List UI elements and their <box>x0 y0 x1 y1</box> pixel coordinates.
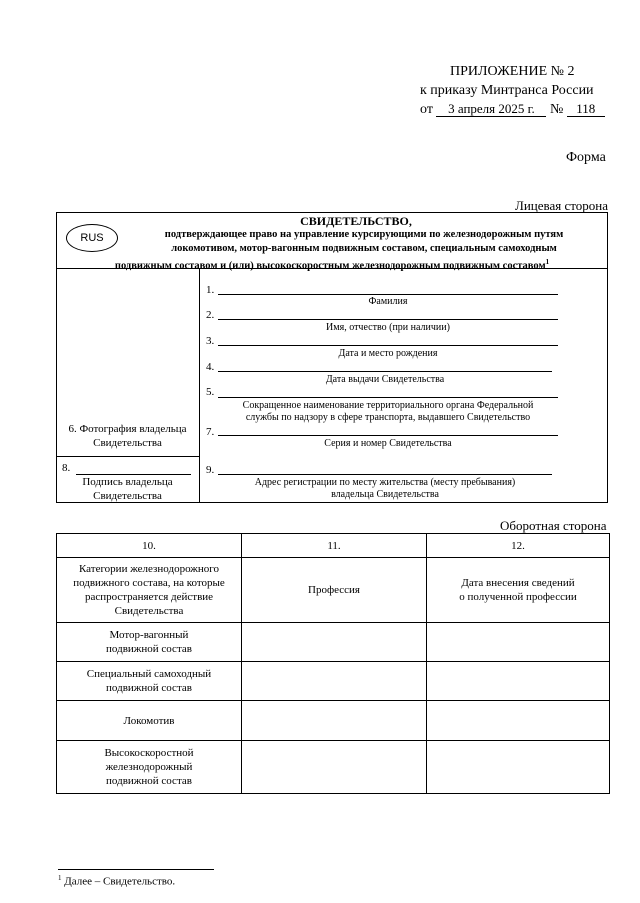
field-7-line <box>218 435 558 436</box>
field-4-line <box>218 371 552 372</box>
field-5-number: 5. <box>206 386 215 398</box>
footnote-marker: 1 <box>545 258 550 266</box>
table-row <box>57 623 610 662</box>
footnote-text: Далее – Свидетельство. <box>64 875 176 888</box>
header-date <box>427 558 610 623</box>
field-9-caption-line-2: владельца Свидетельства <box>331 489 439 500</box>
category-line: Локомотив <box>123 714 175 727</box>
table-row <box>57 741 610 794</box>
date-cell <box>427 623 610 662</box>
footnote-divider <box>58 869 214 870</box>
from-label: от <box>420 102 433 117</box>
category-line: Специальный самоходный <box>86 668 212 680</box>
certificate-title: СВИДЕТЕЛЬСТВО, <box>300 214 412 228</box>
header-category-line: подвижного состава, на которые <box>73 577 225 589</box>
header-category-line: Свидетельства <box>114 605 184 617</box>
date-cell <box>427 741 610 794</box>
field-3-number: 3. <box>206 335 215 347</box>
profession-cell <box>242 623 427 662</box>
sign-field-number: 8. <box>62 462 71 474</box>
category-line: подвижной состав <box>106 775 192 787</box>
sign-label-line-2: Свидетельства <box>93 490 162 502</box>
header-category-line: Категории железнодорожного <box>78 563 220 575</box>
back-side-table <box>56 533 610 794</box>
column-number: 10. <box>57 534 242 558</box>
certificate-subtitle-line-2: локомотивом, мотор-вагонным подвижным составом, специальным самоходным <box>171 243 557 254</box>
category-line: Мотор-вагонный <box>109 629 189 641</box>
sign-label-line-1: Подпись владельца <box>82 476 173 488</box>
order-date-line <box>420 100 610 119</box>
table-row <box>57 662 610 701</box>
field-4-caption: Дата выдачи Свидетельства <box>325 374 445 385</box>
photo-sign-divider <box>56 456 199 457</box>
back-side-label: Оборотная сторона <box>500 518 607 533</box>
profession-cell <box>242 662 427 701</box>
appendix-header <box>420 62 610 119</box>
field-4-number: 4. <box>206 361 215 373</box>
profession-cell <box>242 741 427 794</box>
column-number: 12. <box>427 534 610 558</box>
certificate-subtitle-line-1: подтверждающее право на управление курсирующими по железнодорожным путям <box>164 229 564 240</box>
certificate-subtitle-line-3 <box>58 256 606 273</box>
header-category <box>57 558 242 623</box>
order-number: 118 <box>567 102 605 117</box>
appendix-title: ПРИЛОЖЕНИЕ № 2 <box>450 64 575 79</box>
field-1-line <box>218 294 558 295</box>
column-number: 11. <box>242 534 427 558</box>
photo-label-line-1: 6. Фотография владельца <box>68 423 187 435</box>
category-cell <box>57 662 242 701</box>
field-5-caption-line-2: службы по надзору в сфере транспорта, выдавшего Свидетельство <box>245 412 531 423</box>
header-date-line: Дата внесения сведений <box>461 577 575 589</box>
field-2-number: 2. <box>206 309 215 321</box>
profession-cell <box>242 701 427 741</box>
form-label: Форма <box>566 150 606 165</box>
field-9-caption-line-1: Адрес регистрации по месту жительства (месту пребывания) <box>254 477 516 488</box>
field-7-number: 7. <box>206 426 215 438</box>
front-side-label: Лицевая сторона <box>515 198 608 213</box>
header-category-line: распространяется действие <box>84 591 214 603</box>
field-2-line <box>218 319 558 320</box>
field-5-line <box>218 397 558 398</box>
footnote <box>58 874 175 888</box>
photo-label-line-2: Свидетельства <box>93 437 162 449</box>
footnote-mark: 1 <box>58 874 62 882</box>
column-number-row <box>57 534 610 558</box>
table-row <box>57 701 610 741</box>
category-line: Высокоскоростной <box>104 747 194 759</box>
order-date: 3 апреля 2025 г. <box>436 102 546 117</box>
subtitle-text: подвижным составом и (или) высокоскоростным железнодорожным подвижным составом <box>114 260 546 272</box>
category-line: подвижной состав <box>106 682 192 694</box>
field-3-line <box>218 345 558 346</box>
date-cell <box>427 662 610 701</box>
category-cell <box>57 741 242 794</box>
field-5-caption-line-1: Сокращенное наименование территориального органа Федеральной <box>242 400 534 411</box>
sign-field-line <box>76 474 191 475</box>
field-9-number: 9. <box>206 464 215 476</box>
field-9-line <box>218 474 552 475</box>
field-1-number: 1. <box>206 284 215 296</box>
header-date-line: о полученной профессии <box>459 591 577 603</box>
field-1-caption: Фамилия <box>368 296 408 307</box>
field-7-caption: Серия и номер Свидетельства <box>324 438 452 449</box>
category-line: железнодорожный <box>105 761 193 773</box>
category-cell <box>57 623 242 662</box>
field-2-caption: Имя, отчество (при наличии) <box>326 322 450 333</box>
category-line: подвижной состав <box>106 643 192 655</box>
category-cell <box>57 701 242 741</box>
header-profession: Профессия <box>242 558 427 623</box>
rus-badge: RUS <box>66 224 118 252</box>
front-column-divider <box>199 268 200 503</box>
order-reference: к приказу Минтранса России <box>420 83 594 98</box>
table-header-row <box>57 558 610 623</box>
field-3-caption: Дата и место рождения <box>338 348 438 359</box>
date-cell <box>427 701 610 741</box>
number-label: № <box>549 102 564 117</box>
